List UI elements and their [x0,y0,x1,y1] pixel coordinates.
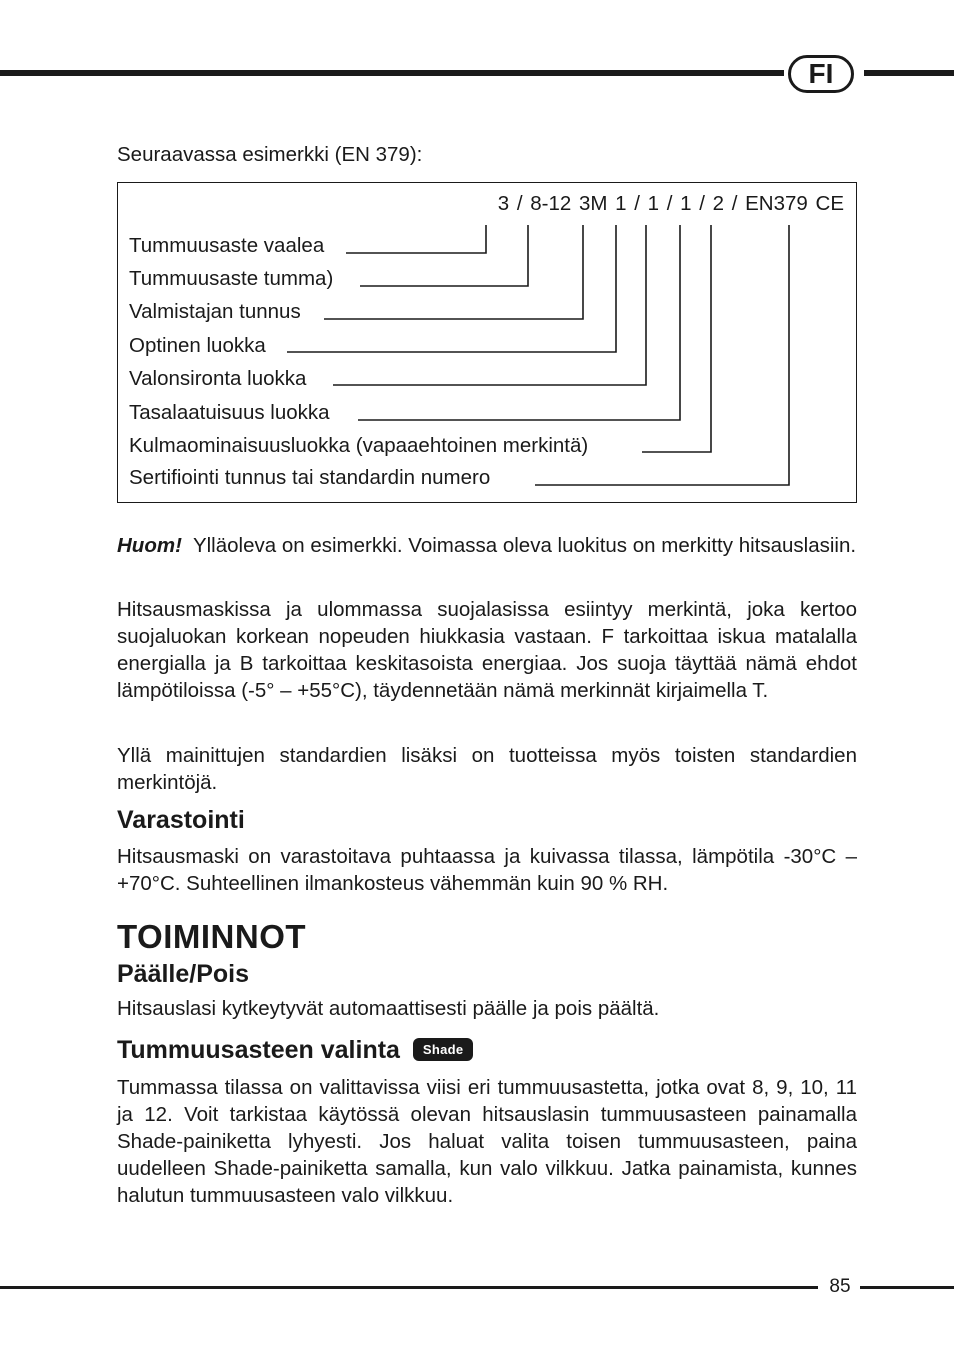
note-text: Ylläoleva on esimerkki. Voimassa oleva luokitus on merkitty hitsauslasiin. [192,534,857,557]
page-number: 85 [829,1276,851,1297]
leader-angle [642,225,711,452]
leader-shade-light [346,225,486,253]
footer-rule-left [0,1286,818,1289]
paragraph-impact: Hitsausmaskissa ja ulommassa suojalasissa esiintyy merkintä, joka kertoo suojaluokan korkean nopeuden hiukkasia vastaan. F tarkoittaa iskua matalalla energialla ja B tarkoittaa keskitasoista energiaa. Jos suoja täyttää nämä ehdot lämpötiloissa (-5° – +55°C), täydennetään nämä merkinnät kirjaimella T. [117,598,857,702]
intro-text: Seuraavassa esimerkki (EN 379): [117,143,423,166]
label-angle-class: Kulmaominaisuusluokka (vapaaehtoinen merkintä) [129,434,589,457]
functions-heading: TOIMINNOT [117,918,307,955]
shade-heading: Tummuusasteen valinta [117,1036,400,1064]
leader-manufacturer [324,225,583,319]
label-manufacturer: Valmistajan tunnus [129,300,301,323]
shade-button-icon: Shade [413,1038,474,1061]
label-shade-light: Tummuusaste vaalea [129,234,325,257]
note-paragraph [117,532,857,559]
note-lead: Huom! [117,534,182,557]
marking-code: 3 / 8-12 3M 1 / 1 / 1 / 2 / EN379 CE [497,192,844,215]
leader-optical [287,225,616,352]
label-diffusion-class: Valonsironta luokka [129,367,307,390]
label-homogeneity-class: Tasalaatuisuus luokka [129,401,330,424]
leader-certification [535,225,789,485]
shade-text: Tummassa tilassa on valittavissa viisi eri tummuusastetta, jotka ovat 8, 9, 10, 11 ja 12. Voit tarkistaa käytössä olevan hitsauslasin tummuusasteen painamalla Shade-painiketta lyhyesti. Jos haluat valita toisen tummuusasteen, paina uudelleen Shade-painiketta samalla, kun valo vilkkuu. Jatka painamista, kunnes halutun tummuusasteen valo vilkkuu. [117,1076,857,1207]
shade-heading-row [117,1036,473,1065]
footer-rule-right [860,1286,954,1289]
leader-homogeneity [358,225,680,420]
paragraph-other-standards: Yllä mainittujen standardien lisäksi on tuotteissa myös toisten standardien merkintöjä. [117,744,857,794]
storage-heading: Varastointi [117,806,245,834]
storage-text: Hitsausmaski on varastoitava puhtaassa ja kuivassa tilassa, lämpötila -30°C – +70°C. Suhteellinen ilmankosteus vähemmän kuin 90 % RH. [117,845,857,895]
onoff-text: Hitsauslasi kytkeytyvät automaattisesti päälle ja pois päältä. [117,997,660,1020]
leader-diffusion [333,225,646,385]
label-certification: Sertifiointi tunnus tai standardin numero [129,466,491,489]
onoff-heading: Päälle/Pois [117,960,250,988]
label-optical-class: Optinen luokka [129,334,266,357]
leader-shade-dark [360,225,528,286]
label-shade-dark: Tummuusaste tumma) [129,267,334,290]
language-badge: FI [788,55,854,93]
